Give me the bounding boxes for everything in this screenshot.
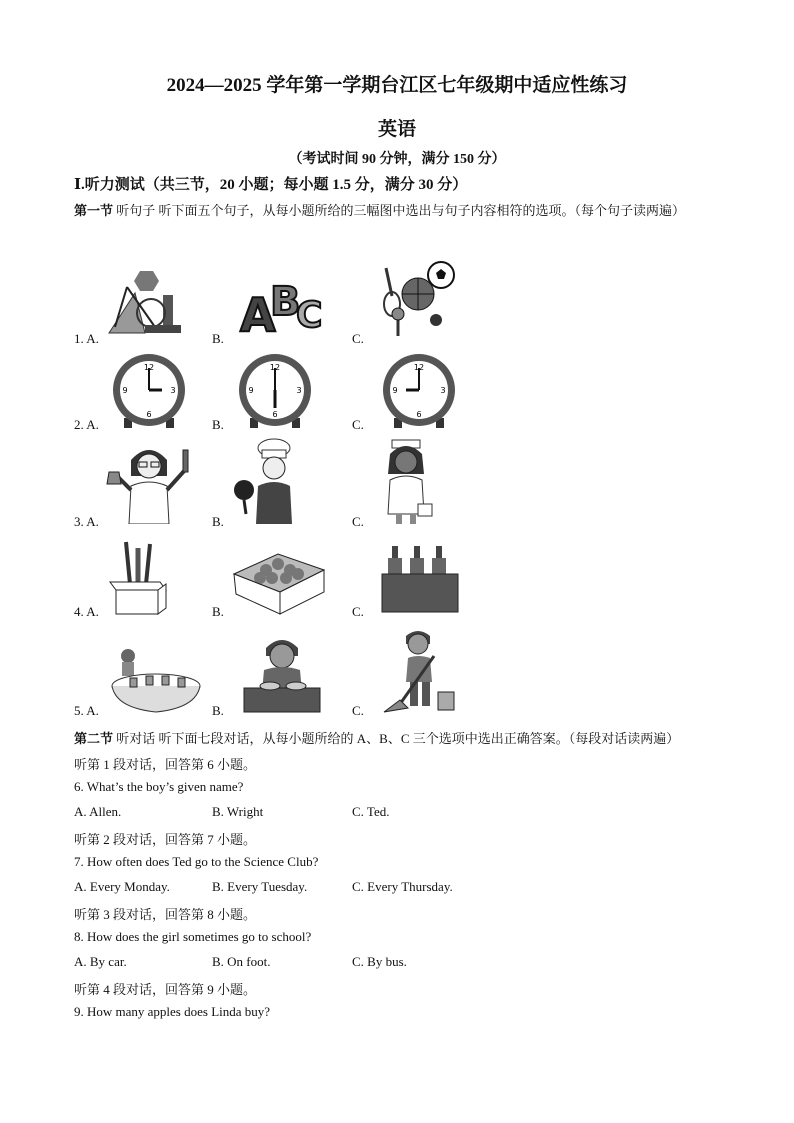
fruit-box-icon bbox=[232, 548, 326, 616]
q7-option-c: C. Every Thursday. bbox=[352, 879, 453, 894]
q8-option-b: B. On foot. bbox=[212, 954, 271, 969]
q6-option-c: C. Ted. bbox=[352, 804, 390, 819]
row5-label-a: 5. A. bbox=[74, 703, 99, 718]
svg-text:3: 3 bbox=[170, 386, 176, 395]
q6-option-b: B. Wright bbox=[212, 804, 264, 819]
exam-note: （考试时间 90 分钟，满分 150 分） bbox=[288, 152, 506, 167]
dialogue1-intro: 听第 1 段对话，回答第 6 小题。 bbox=[74, 757, 257, 772]
scientist-icon bbox=[105, 440, 195, 524]
row5-label-c: C. bbox=[352, 703, 364, 718]
section1-label: 第一节 bbox=[74, 203, 114, 218]
svg-text:3: 3 bbox=[440, 386, 446, 395]
section2-instruction bbox=[74, 728, 679, 747]
exam-subject: 英语 bbox=[377, 119, 416, 140]
svg-text:6: 6 bbox=[146, 410, 152, 419]
clock-icon bbox=[236, 352, 314, 430]
table-setting-icon bbox=[106, 646, 202, 714]
row2-label-c: C. bbox=[352, 417, 364, 432]
dialogue2-intro: 听第 2 段对话，回答第 7 小题。 bbox=[74, 832, 257, 847]
row4-label-c: C. bbox=[352, 604, 364, 619]
svg-text:A: A bbox=[240, 288, 276, 337]
nurse-icon bbox=[378, 438, 438, 526]
q8-option-a: A. By car. bbox=[74, 954, 127, 969]
dialogue4-intro: 听第 4 段对话，回答第 9 小题。 bbox=[74, 982, 257, 997]
section1-text: 听句子 听下面五个句子，从每小题所给的三幅图中选出与句子内容相符的选项。（每个句子读两遍） bbox=[113, 203, 686, 218]
row2-label-a: 2. A. bbox=[74, 417, 99, 432]
exam-title: 2024—2025 学年第一学期台江区七年级期中适应性练习 bbox=[166, 75, 628, 96]
geometry-tools-icon bbox=[105, 265, 185, 337]
question-7: 7. How often does Ted go to the Science Club? bbox=[74, 854, 319, 869]
svg-text:12: 12 bbox=[269, 363, 281, 372]
svg-text:6: 6 bbox=[272, 410, 278, 419]
section1-instruction bbox=[74, 198, 724, 223]
dialogue3-intro: 听第 3 段对话，回答第 8 小题。 bbox=[74, 907, 257, 922]
row4-label-b: B. bbox=[212, 604, 224, 619]
q8-option-c: C. By bus. bbox=[352, 954, 407, 969]
section2-text: 听对话 听下面七段对话，从每小题所给的 A、B、C 三个选项中选出正确答案。（每段对话读两遍） bbox=[113, 731, 680, 746]
section2-label: 第二节 bbox=[74, 731, 114, 746]
row3-label-b: B. bbox=[212, 514, 224, 529]
boy-cooking-icon bbox=[240, 632, 324, 714]
svg-text:C: C bbox=[296, 295, 323, 336]
row1-label-a: 1. A. bbox=[74, 331, 99, 346]
row3-label-c: C. bbox=[352, 514, 364, 529]
row5-label-b: B. bbox=[212, 703, 224, 718]
svg-text:6: 6 bbox=[416, 410, 422, 419]
svg-text:9: 9 bbox=[248, 386, 254, 395]
svg-text:B: B bbox=[270, 279, 301, 325]
row1-label-b: B. bbox=[212, 331, 224, 346]
q6-option-a: A. Allen. bbox=[74, 804, 122, 819]
boy-sweeping-icon bbox=[378, 626, 458, 714]
clock-icon bbox=[110, 352, 188, 430]
svg-text:9: 9 bbox=[122, 386, 128, 395]
question-6: 6. What’s the boy’s given name? bbox=[74, 779, 244, 794]
question-9: 9. How many apples does Linda buy? bbox=[74, 1004, 271, 1019]
row1-label-c: C. bbox=[352, 331, 364, 346]
row4-label-a: 4. A. bbox=[74, 604, 99, 619]
chef-icon bbox=[232, 438, 312, 524]
svg-text:3: 3 bbox=[296, 386, 302, 395]
row3-label-a: 3. A. bbox=[74, 514, 99, 529]
q7-option-b: B. Every Tuesday. bbox=[212, 879, 308, 894]
question-8: 8. How does the girl sometimes go to school? bbox=[74, 929, 312, 944]
svg-text:12: 12 bbox=[143, 363, 155, 372]
svg-text:12: 12 bbox=[413, 363, 425, 372]
sports-balls-icon bbox=[378, 260, 458, 340]
abc-letters-icon bbox=[238, 265, 328, 337]
svg-text:9: 9 bbox=[392, 386, 398, 395]
pencil-box-icon bbox=[108, 538, 168, 616]
row2-label-b: B. bbox=[212, 417, 224, 432]
clock-icon bbox=[380, 352, 458, 430]
part1-heading: Ⅰ.听力测试（共三节，20 小题；每小题 1.5 分，满分 30 分） bbox=[74, 177, 468, 193]
q7-option-a: A. Every Monday. bbox=[74, 879, 170, 894]
bottles-crate-icon bbox=[380, 544, 460, 614]
